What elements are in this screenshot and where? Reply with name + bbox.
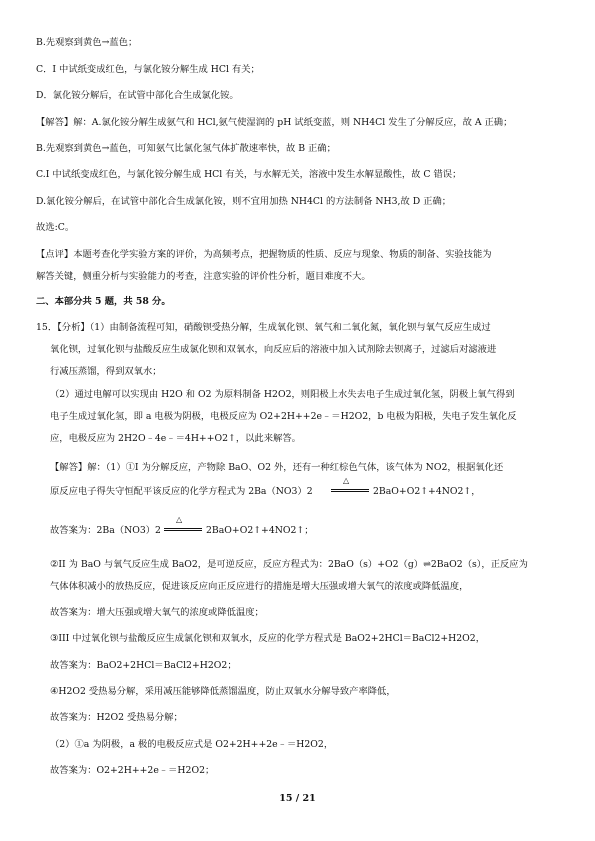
text-line: ③III 中过氧化钡与盐酸反应生成氯化钡和双氧水，反应的化学方程式是 BaO2+2HCl＝BaCl2+H2O2，	[50, 633, 486, 644]
text-line: 【解答】解：（1）①I 为分解反应，产物除 BaO、O2 外，还有一种红棕色气体，该气体为 NO2，根据氧化还	[50, 462, 504, 473]
heat-symbol: △	[343, 476, 350, 485]
text-line: C．I 中试纸变成红色，与氯化铵分解生成 HCl 有关；	[36, 64, 260, 75]
text-line: 【点评】本题考查化学实验方案的评价，为高频考点，把握物质的性质、反应与现象、物质的制备、实验技能为	[36, 249, 492, 260]
text-line: 15．【分析】（1）由制备流程可知，硝酸钡受热分解，生成氧化钡、氧气和二氧化氮，氧化钡与氧气反应生成过	[36, 322, 491, 333]
text-line: 行减压蒸馏，得到双氧水；	[50, 366, 162, 377]
text-line: B.先观察到黄色→蓝色，可知氨气比氯化氢气体扩散速率快，故 B 正确；	[36, 143, 336, 154]
section-heading: 二、本部分共 5 题，共 58 分。	[36, 296, 171, 307]
text-line: 故答案为：2Ba（NO3）2	[50, 525, 161, 536]
text-line: 故选:C。	[36, 222, 75, 233]
page-number: 15 / 21	[279, 793, 316, 804]
text-line: C.I 中试纸变成红色，与氯化铵分解生成 HCl 有关，与水解无关，溶液中发生水解显酸性，故 C 错误；	[36, 169, 462, 180]
text-line: B.先观察到黄色→蓝色；	[36, 37, 138, 48]
text-line: 2BaO+O2↑+4NO2↑，	[373, 486, 481, 497]
text-line: （2）通过电解可以实现由 H2O 和 O2 为原料制备 H2O2，则阳极上水失去电子生成过氧化氢，阴极上氧气得到	[50, 389, 515, 400]
text-line: 气体体积减小的放热反应，促进该反应向正反应进行的措施是增大压强或增大氧气的浓度或降低温度，	[50, 581, 469, 592]
heat-arrow	[162, 515, 204, 533]
text-line: 故答案为：增大压强或增大氧气的浓度或降低温度；	[50, 607, 264, 618]
text-line: D.氯化铵分解后，在试管中部化合生成氯化铵，则不宜用加热 NH4Cl 的方法制备 NH3,故 D 正确；	[36, 196, 452, 207]
text-line: （2）①a 为阴极，a 极的电极反应式是 O2+2H++2e﹣＝H2O2，	[50, 739, 334, 750]
text-line: 2BaO+O2↑+4NO2↑；	[206, 525, 314, 536]
text-line: ②II 为 BaO 与氧气反应生成 BaO2，是可逆反应，反应方程式为：2BaO（s）+O2（g）⇌2BaO2（s），正反应为	[50, 559, 528, 570]
text-line: 电子生成过氧化氢，即 a 电极为阴极，电极反应为 O2+2H++2e﹣＝H2O2，b 电极为阳极，失电子发生氧化反	[50, 411, 517, 422]
text-line: 故答案为：BaO2+2HCl＝BaCl2+H2O2；	[50, 660, 237, 671]
text-line: 氧化钡，过氧化钡与盐酸反应生成氯化钡和双氧水，向反应后的溶液中加入试剂除去钡离子，过滤后对滤液进	[50, 344, 497, 355]
text-line: 原反应电子得失守恒配平该反应的化学方程式为 2Ba（NO3）2	[50, 486, 313, 497]
heat-symbol: △	[176, 515, 183, 524]
text-line: 应，电极反应为 2H2O﹣4e﹣＝4H++O2↑，以此来解答。	[50, 433, 301, 444]
text-line: D．氯化铵分解后，在试管中部化合生成氯化铵。	[36, 90, 239, 101]
text-line: 【解答】解：A.氯化铵分解生成氨气和 HCl,氨气使湿润的 pH 试纸变蓝，则 NH4Cl 发生了分解反应，故 A 正确；	[36, 117, 513, 128]
text-line: 故答案为：O2+2H++2e﹣＝H2O2；	[50, 765, 215, 776]
heat-arrow	[329, 476, 371, 494]
text-line: ④H2O2 受热易分解，采用减压能够降低蒸馏温度，防止双氧水分解导致产率降低，	[50, 686, 396, 697]
text-line: 故答案为：H2O2 受热易分解；	[50, 712, 183, 723]
text-line: 解答关键，侧重分析与实验能力的考查，注意实验的评价性分析，题目难度不大。	[36, 271, 371, 282]
